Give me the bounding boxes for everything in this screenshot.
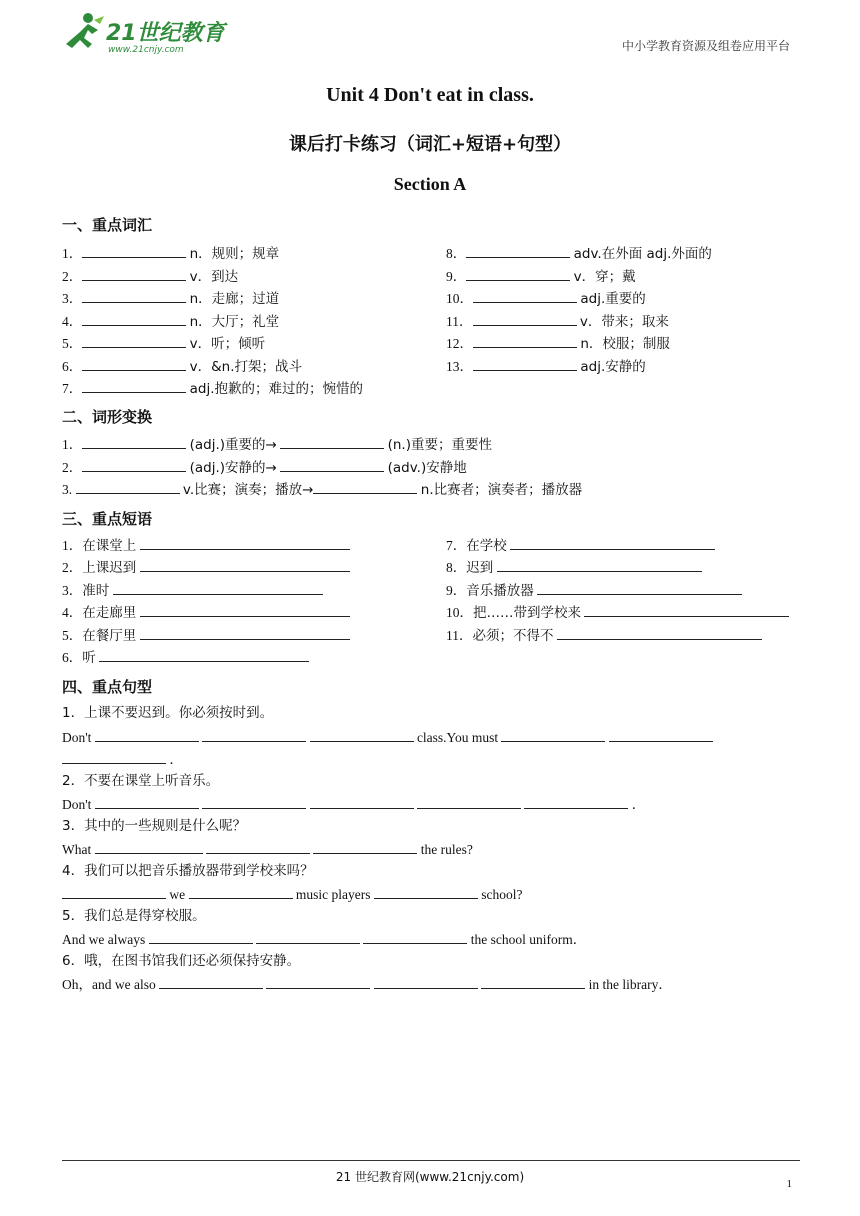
page-subtitle: 课后打卡练习（词汇+短语+句型） <box>288 134 572 155</box>
vocab-item: 9． v．穿；戴 <box>446 269 636 285</box>
answer-blank[interactable] <box>280 458 384 472</box>
vocab-item: 3． n．走廊；过道 <box>62 291 280 307</box>
word-form-item: 1． (adj.)重要的→ (n.)重要；重要性 <box>62 437 492 453</box>
part2-heading: 二、词形变换 <box>62 408 153 426</box>
sentence-line: we music players school? <box>62 885 522 904</box>
phrase-item: 7．在学校 <box>446 536 715 555</box>
part4-heading: 四、重点句型 <box>62 678 153 696</box>
phrase-item: 8．迟到 <box>446 558 702 577</box>
answer-blank[interactable] <box>417 795 521 809</box>
answer-blank[interactable] <box>202 728 306 742</box>
answer-blank[interactable] <box>497 558 702 572</box>
phrase-item: 10．把……带到学校来 <box>446 603 789 622</box>
answer-blank[interactable] <box>95 795 199 809</box>
answer-blank[interactable] <box>473 312 577 326</box>
runner-logo-icon <box>58 10 228 54</box>
part1-heading: 一、重点词汇 <box>62 216 153 234</box>
answer-blank[interactable] <box>95 728 199 742</box>
sentence-prompt: 4．我们可以把音乐播放器带到学校来吗？ <box>62 863 314 879</box>
answer-blank[interactable] <box>280 435 384 449</box>
phrase-item: 1．在课堂上 <box>62 536 350 555</box>
answer-blank[interactable] <box>82 312 186 326</box>
logo-url: www.21cnjy.com <box>108 45 184 54</box>
sentence-line: Don't class.You must <box>62 728 713 747</box>
answer-blank[interactable] <box>140 626 350 640</box>
vocab-item: 6． v．&n.打架；战斗 <box>62 359 302 375</box>
answer-blank[interactable] <box>584 603 789 617</box>
answer-blank[interactable] <box>149 930 253 944</box>
answer-blank[interactable] <box>466 267 570 281</box>
sentence-prompt: 2．不要在课堂上听音乐。 <box>62 773 220 789</box>
word-form-item: 3. v.比赛；演奏；播放→ n.比赛者；演奏者；播放器 <box>62 482 583 498</box>
sentence-prompt: 1．上课不要迟到。你必须按时到。 <box>62 705 274 721</box>
answer-blank[interactable] <box>82 379 186 393</box>
sentence-line: And we always the school uniform． <box>62 932 587 947</box>
phrase-item: 4．在走廊里 <box>62 603 350 622</box>
answer-blank[interactable] <box>473 289 577 303</box>
vocab-item: 1． n．规则；规章 <box>62 246 280 262</box>
page-number: 1 <box>786 1178 792 1190</box>
answer-blank[interactable] <box>95 840 203 854</box>
answer-blank[interactable] <box>481 975 585 989</box>
vocab-item: 11． v．带来；取来 <box>446 314 669 330</box>
answer-blank[interactable] <box>310 728 414 742</box>
answer-blank[interactable] <box>363 930 467 944</box>
answer-blank[interactable] <box>266 975 370 989</box>
answer-blank[interactable] <box>76 480 180 494</box>
answer-blank[interactable] <box>140 603 350 617</box>
answer-blank[interactable] <box>374 885 478 899</box>
phrase-item: 9．音乐播放器 <box>446 581 742 600</box>
answer-blank[interactable] <box>82 289 186 303</box>
vocab-item: 12． n．校服；制服 <box>446 336 670 352</box>
answer-blank[interactable] <box>82 334 186 348</box>
answer-blank[interactable] <box>310 795 414 809</box>
word-form-item: 2． (adj.)安静的→ (adv.)安静地 <box>62 460 467 476</box>
answer-blank[interactable] <box>609 728 713 742</box>
sentence-prompt: 3．其中的一些规则是什么呢？ <box>62 818 247 834</box>
answer-blank[interactable] <box>99 648 309 662</box>
answer-blank[interactable] <box>82 267 186 281</box>
logo-text: 21世纪教育 <box>106 21 225 46</box>
answer-blank[interactable] <box>466 244 570 258</box>
answer-blank[interactable] <box>189 885 293 899</box>
answer-blank[interactable] <box>313 480 417 494</box>
sentence-prompt: 5．我们总是得穿校服。 <box>62 908 206 924</box>
answer-blank[interactable] <box>256 930 360 944</box>
vocab-item: 2． v．到达 <box>62 269 239 285</box>
answer-blank[interactable] <box>140 536 350 550</box>
platform-label: 中小学教育资源及组卷应用平台 <box>621 39 790 53</box>
logo <box>58 10 228 54</box>
section-label: Section A <box>393 174 467 194</box>
vocab-item: 10． adj.重要的 <box>446 291 646 307</box>
page-title: Unit 4 Don't eat in class. <box>326 84 534 106</box>
sentence-line: What the rules? <box>62 842 473 857</box>
answer-blank[interactable] <box>82 435 186 449</box>
answer-blank[interactable] <box>113 581 323 595</box>
vocab-item: 7． adj.抱歉的；难过的；惋惜的 <box>62 381 364 397</box>
answer-blank[interactable] <box>82 357 186 371</box>
answer-blank[interactable] <box>313 840 417 854</box>
answer-blank[interactable] <box>557 626 762 640</box>
answer-blank[interactable] <box>473 334 577 348</box>
sentence-line: Don't ． <box>62 797 646 812</box>
answer-blank[interactable] <box>159 975 263 989</box>
vocab-item: 4． n．大厅；礼堂 <box>62 314 280 330</box>
footer-divider <box>62 1160 800 1161</box>
answer-blank[interactable] <box>62 885 166 899</box>
phrase-item: 11．必须；不得不 <box>446 626 762 645</box>
answer-blank[interactable] <box>140 558 350 572</box>
phrase-item: 6．听 <box>62 648 309 667</box>
answer-blank[interactable] <box>202 795 306 809</box>
answer-blank[interactable] <box>537 581 742 595</box>
footer-site: 21 世纪教育网(www.21cnjy.com) <box>335 1170 525 1184</box>
part3-heading: 三、重点短语 <box>62 510 153 528</box>
vocab-item: 8． adv.在外面 adj.外面的 <box>446 246 712 262</box>
vocab-item: 5． v．听；倾听 <box>62 336 266 352</box>
sentence-prompt: 6．哦，在图书馆我们还必须保持安静。 <box>62 953 301 969</box>
sentence-line: ． <box>62 750 183 769</box>
phrase-item: 2．上课迟到 <box>62 558 350 577</box>
answer-blank[interactable] <box>62 750 166 764</box>
answer-blank[interactable] <box>510 536 715 550</box>
answer-blank[interactable] <box>206 840 310 854</box>
answer-blank[interactable] <box>82 244 186 258</box>
phrase-item: 5．在餐厅里 <box>62 626 350 645</box>
answer-blank[interactable] <box>374 975 478 989</box>
answer-blank[interactable] <box>501 728 605 742</box>
answer-blank[interactable] <box>524 795 628 809</box>
vocab-item: 13． adj.安静的 <box>446 359 646 375</box>
sentence-line: Oh，and we also in the library． <box>62 977 672 992</box>
answer-blank[interactable] <box>473 357 577 371</box>
answer-blank[interactable] <box>82 458 186 472</box>
phrase-item: 3．准时 <box>62 581 323 600</box>
